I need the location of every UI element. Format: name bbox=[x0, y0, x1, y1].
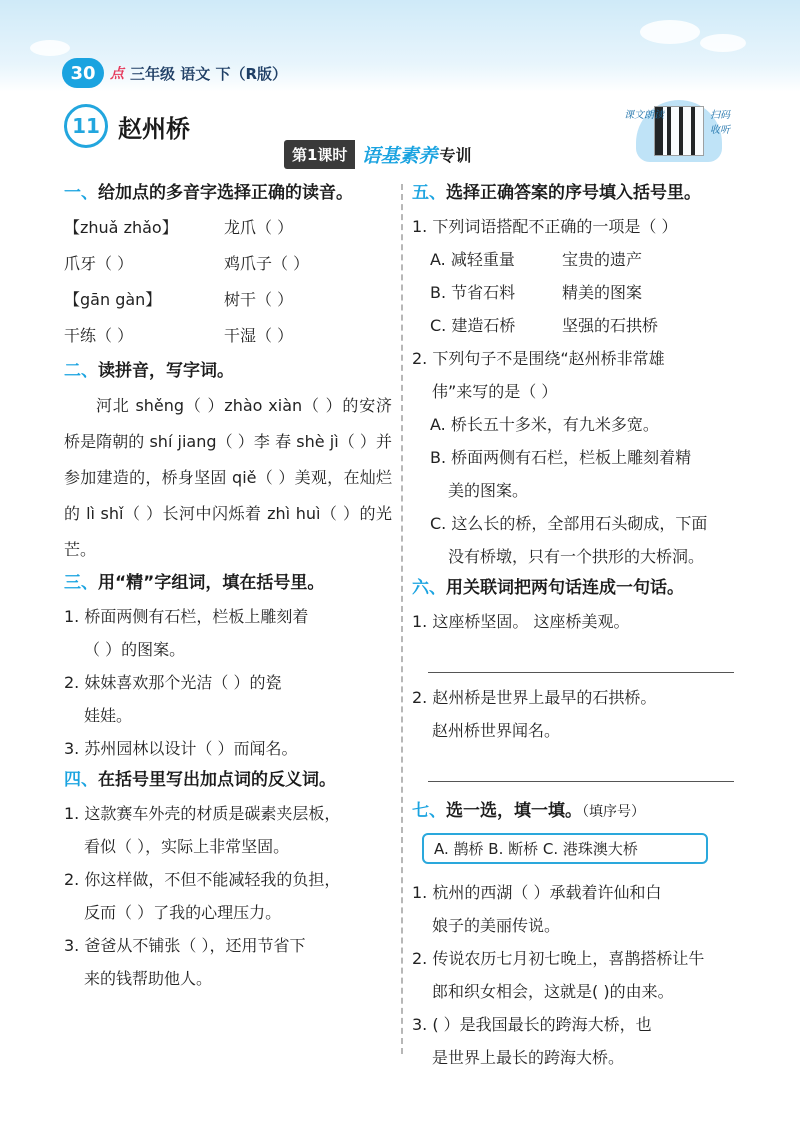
section-title: 三、用“精”字组词，填在括号里。 bbox=[64, 573, 325, 593]
qr-left-label: 课文朗读 bbox=[624, 110, 664, 121]
option: C. 建造石桥 坚强的石拱桥 bbox=[430, 316, 659, 335]
option: B. 桥面两侧有石栏，栏板上雕刻着精 美的图案。 bbox=[430, 448, 692, 500]
qr-right-label: 扫码收听 bbox=[710, 110, 730, 136]
option: C. 这么长的桥，全部用石头砌成，下面 没有桥墩，只有一个拱形的大桥洞。 bbox=[430, 514, 708, 566]
section-title: 一、给加点的多音字选择正确的读音。 bbox=[64, 183, 353, 203]
section-title: 七、选一选，填一填。（填序号） bbox=[412, 801, 645, 821]
section-title: 六、用关联词把两句话连成一句话。 bbox=[412, 578, 684, 598]
lesson-number: 11 bbox=[64, 104, 108, 148]
column-divider bbox=[401, 184, 403, 1054]
list-item[interactable]: 3. ( ）是我国最长的跨海大桥，也 是世界上最长的跨海大桥。 bbox=[412, 1015, 652, 1067]
book-title: 三年级 语文 下（R版） bbox=[130, 64, 287, 83]
right-column bbox=[412, 182, 738, 1074]
list-item[interactable]: 3. 爸爸从不铺张（ ），还用节省下 来的钱帮助他人。 bbox=[64, 936, 306, 988]
option: B. 节省石料 精美的图案 bbox=[430, 283, 643, 302]
list-item[interactable]: 2. 传说农历七月初七晚上，喜鹊搭桥让牛 郎和织女相会，这就是( )的由来。 bbox=[412, 949, 705, 1001]
list-item: 爪牙（ ） 鸡爪子（ ） bbox=[64, 254, 310, 273]
page-header bbox=[62, 58, 287, 88]
question[interactable]: 2. 下列句子不是围绕“赵州桥非常雄 伟”来写的是（ ） bbox=[412, 349, 665, 401]
section-5 bbox=[412, 182, 738, 573]
pinyin-passage[interactable]: 河北 shěng（ ）zhào xiàn（ ）的安济桥是隋朝的 shí jiang（ ）李 春 shè jì（ ）并参加建造的，桥身坚固 qiě（ ）美观，在灿烂的 lì shǐ（ ）长河中闪烁着 zhì huì（ ）的光芒。 bbox=[64, 396, 392, 559]
list-item[interactable]: 1. 这款赛车外壳的材质是碳素夹层板， 看似（ ），实际上非常坚固。 bbox=[64, 804, 341, 856]
banner-suffix: 专训 bbox=[439, 145, 472, 165]
answer-line[interactable] bbox=[428, 650, 734, 673]
list-item[interactable]: 2. 你这样做，不但不能减轻我的负担， 反而（ ）了我的心理压力。 bbox=[64, 870, 341, 922]
section-3 bbox=[64, 572, 392, 765]
list-item[interactable]: 1. 杭州的西湖（ ）承载着许仙和白 娘子的美丽传说。 bbox=[412, 883, 662, 935]
banner-session: 第1课时 bbox=[284, 140, 355, 169]
lesson-heading bbox=[64, 104, 190, 148]
answer-line[interactable] bbox=[428, 759, 734, 782]
list-item: 【zhuǎ zhǎo】 龙爪（ ） bbox=[64, 218, 294, 237]
section-7 bbox=[412, 800, 738, 1074]
banner-topic: 语基素养 bbox=[361, 144, 438, 167]
left-column bbox=[64, 182, 392, 995]
option: A. 减轻重量 宝贵的遗产 bbox=[430, 250, 643, 269]
question[interactable]: 1. 下列词语搭配不正确的一项是（ ） bbox=[412, 217, 678, 236]
brand-logo: 点 bbox=[110, 66, 124, 82]
lesson-title: 赵州桥 bbox=[118, 114, 190, 143]
section-title: 五、选择正确答案的序号填入括号里。 bbox=[412, 183, 701, 203]
question: 2. 赵州桥是世界上最早的石拱桥。 赵州桥世界闻名。 bbox=[412, 688, 657, 740]
list-item: 【gān gàn】 树干（ ） bbox=[64, 290, 294, 309]
cloud-decoration bbox=[700, 34, 746, 52]
list-item: 干练（ ） 干湿（ ） bbox=[64, 326, 294, 345]
section-1 bbox=[64, 182, 392, 354]
cloud-decoration bbox=[30, 40, 70, 56]
section-title: 四、在括号里写出加点词的反义词。 bbox=[64, 770, 336, 790]
list-item[interactable]: 1. 桥面两侧有石栏，栏板上雕刻着 （ ）的图案。 bbox=[64, 607, 309, 659]
cloud-decoration bbox=[640, 20, 700, 44]
section-title: 二、读拼音，写字词。 bbox=[64, 361, 234, 381]
section-4 bbox=[64, 769, 392, 995]
question: 1. 这座桥坚固。 这座桥美观。 bbox=[412, 612, 630, 631]
choice-box: A. 鹊桥 B. 断桥 C. 港珠澳大桥 bbox=[422, 833, 708, 864]
session-banner bbox=[284, 140, 498, 168]
section-6 bbox=[412, 577, 738, 782]
section-2 bbox=[64, 360, 392, 568]
list-item[interactable]: 3. 苏州园林以设计（ ）而闻名。 bbox=[64, 739, 298, 758]
qr-code-area[interactable] bbox=[624, 100, 734, 162]
option: A. 桥长五十多米，有九米多宽。 bbox=[430, 415, 659, 434]
list-item[interactable]: 2. 妹妹喜欢那个光洁（ ）的瓷 娃娃。 bbox=[64, 673, 282, 725]
page-number: 30 bbox=[62, 58, 104, 88]
